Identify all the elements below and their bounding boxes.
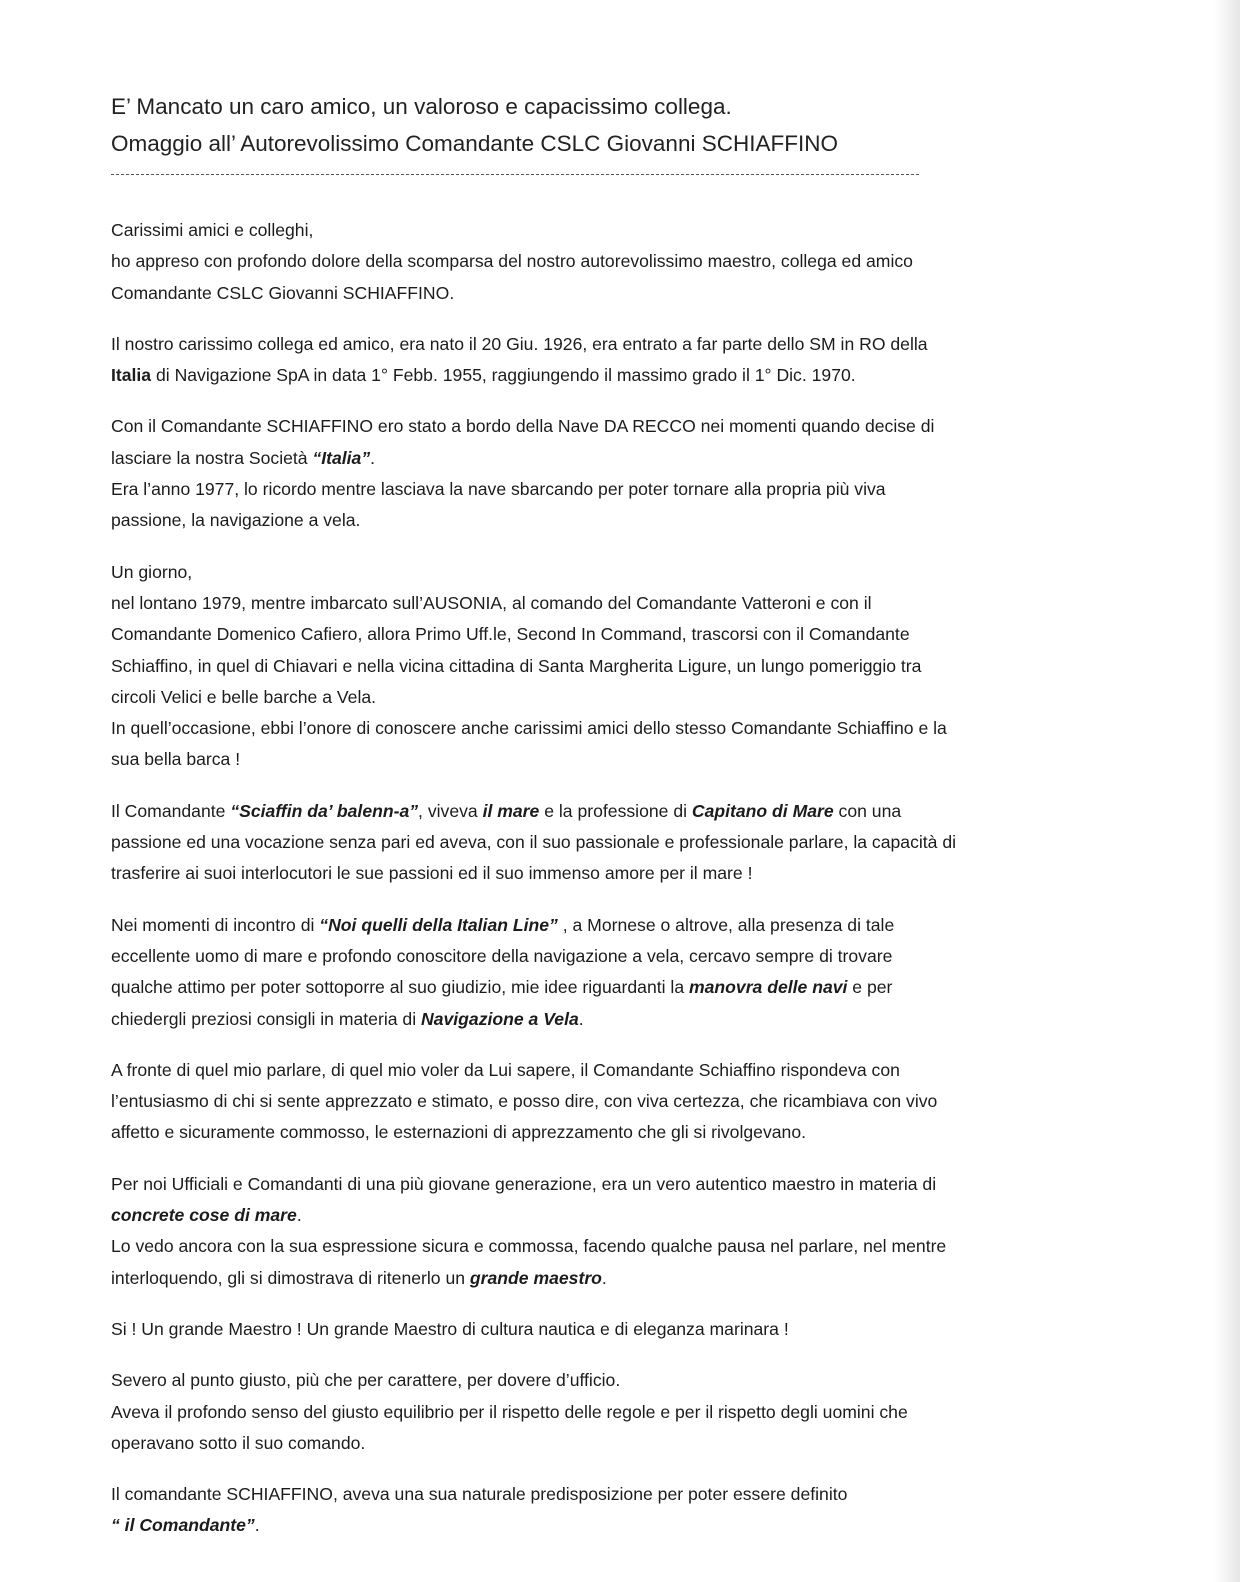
text-run: Nei momenti di incontro di [111,914,320,935]
letter-document [111,88,1091,1562]
bold-text: Italia [111,365,152,386]
text-line: Schiaffino, in quel di Chiavari e nella vicina cittadina di Santa Margherita Ligure, un lungo pomeriggio tra [111,655,922,676]
text-run: interloquendo, gli si dimostrava di ritenerlo un [111,1267,470,1288]
text-line: Aveva il profondo senso del giusto equilibrio per il rispetto delle regole e per il rispetto degli uomini che [111,1401,908,1422]
text-run: lasciare la nostra Società [111,447,313,468]
text-line: l’entusiasmo di chi si sente apprezzato e stimato, e posso dire, con viva certezza, che ricambiava con vivo [111,1091,938,1112]
text-line: A fronte di quel mio parlare, di quel mio voler da Lui sapere, il Comandante Schiaffino rispondeva con [111,1059,900,1080]
text-line: Il comandante SCHIAFFINO, aveva una sua naturale predisposizione per poter essere definito [111,1484,848,1505]
text-line: affetto e sicuramente commosso, le esternazioni di apprezzamento che gli si rivolgevano. [111,1122,806,1143]
paragraph-grande-maestro [111,1314,1091,1345]
bold-italic-text: concrete cose di mare [111,1205,297,1226]
text-line: Con il Comandante SCHIAFFINO ero stato a bordo della Nave DA RECCO nei momenti quando decise di [111,416,935,437]
paragraph-maestro [111,1169,1091,1294]
text-line: Comandante Domenico Cafiero, allora Primo Uff.le, Second In Command, trascorsi con il Comandante [111,624,910,645]
text-line: Per noi Ufficiali e Comandanti di una più giovane generazione, era un vero autentico maestro in materia di [111,1173,937,1194]
paragraph-greeting [111,215,1091,309]
text-run: . [578,1008,584,1029]
paragraph-severo [111,1365,1091,1459]
text-line: Il nostro carissimo collega ed amico, era nato il 20 Giu. 1926, era entrato a far parte dello SM in RO della [111,333,928,354]
scanned-page-edge [1214,0,1240,1582]
text-line: trasferire ai suoi interlocutori le sue passioni ed il suo immenso amore per il mare ! [111,863,753,884]
bold-italic-text: “Italia” [312,447,371,468]
text-line: Si ! Un grande Maestro ! Un grande Maestro di cultura nautica e di eleganza marinara ! [111,1318,789,1339]
text-line: passione, la navigazione a vela. [111,510,361,531]
text-run: . [601,1267,607,1288]
text-line: circoli Velici e belle barche a Vela. [111,686,377,707]
paragraph-ausonia [111,557,1091,776]
paragraph-da-recco [111,411,1091,536]
text-line: nel lontano 1979, mentre imbarcato sull’AUSONIA, al comando del Comandante Vatteroni e con il [111,592,872,613]
text-line: eccellente uomo di mare e profondo conoscitore della navigazione a vela, cercavo sempre di trovare [111,945,893,966]
text-run: qualche attimo per poter sottoporre al suo giudizio, mie idee riguardanti la [111,977,689,998]
bold-italic-text: “Sciaffin da’ balenn-a” [230,800,419,821]
bold-italic-text: grande maestro [469,1267,602,1288]
text-run: , a Mornese o altrove, alla presenza di tale [557,914,895,935]
letter-title [111,88,1091,162]
text-line: In quell’occasione, ebbi l’onore di conoscere anche carissimi amici dello stesso Comandante Schiaffino e la [111,718,947,739]
title-line-1: E’ Mancato un caro amico, un valoroso e capacissimo collega. [111,94,732,119]
dashed-divider [111,174,919,175]
text-line: Un giorno, [111,561,193,582]
text-line: ho appreso con profondo dolore della scomparsa del nostro autorevolissimo maestro, collega ed amico [111,251,913,272]
paragraph-italian-line [111,910,1091,1035]
bold-italic-text: manovra delle navi [689,977,848,998]
text-run: e per [847,977,893,998]
text-line: sua bella barca ! [111,749,241,770]
text-line: Severo al punto giusto, più che per carattere, per dovere d’ufficio. [111,1370,621,1391]
text-line: Lo vedo ancora con la sua espressione sicura e commossa, facendo qualche pausa nel parlare, nel mentre [111,1236,947,1257]
paragraph-career [111,329,1091,392]
text-line: Comandante CSLC Giovanni SCHIAFFINO. [111,282,455,303]
text-line: Era l’anno 1977, lo ricordo mentre lasciava la nave sbarcando per poter tornare alla propria più viva [111,479,886,500]
text-line: passione ed una vocazione senza pari ed aveva, con il suo passionale e professionale parlare, la capacità di [111,832,957,853]
text-run: . [254,1515,260,1536]
text-run: con una [833,800,902,821]
bold-italic-text: il mare [482,800,540,821]
bold-italic-text: Navigazione a Vela [421,1008,579,1029]
text-run: , viveva [418,800,483,821]
bold-italic-text: “Noi quelli della Italian Line” [319,914,558,935]
text-run: chiedergli preziosi consigli in materia di [111,1008,421,1029]
text-line: Carissimi amici e colleghi, [111,220,314,240]
text-line: operavano sotto il suo comando. [111,1432,366,1453]
paragraph-entusiasmo [111,1055,1091,1149]
text-run: . [370,447,376,468]
paragraph-sciaffin [111,796,1091,890]
text-run: e la professione di [539,800,692,821]
bold-italic-text: Capitano di Mare [691,800,834,821]
text-run: di Navigazione SpA in data 1° Febb. 1955, raggiungendo il massimo grado il 1° Dic. 1970. [151,365,856,386]
paragraph-il-comandante [111,1479,1091,1542]
text-run: Il Comandante [111,800,231,821]
title-line-2: Omaggio all’ Autorevolissimo Comandante CSLC Giovanni SCHIAFFINO [111,131,838,156]
bold-italic-text: “ il Comandante” [111,1515,255,1536]
text-run: . [296,1205,302,1226]
